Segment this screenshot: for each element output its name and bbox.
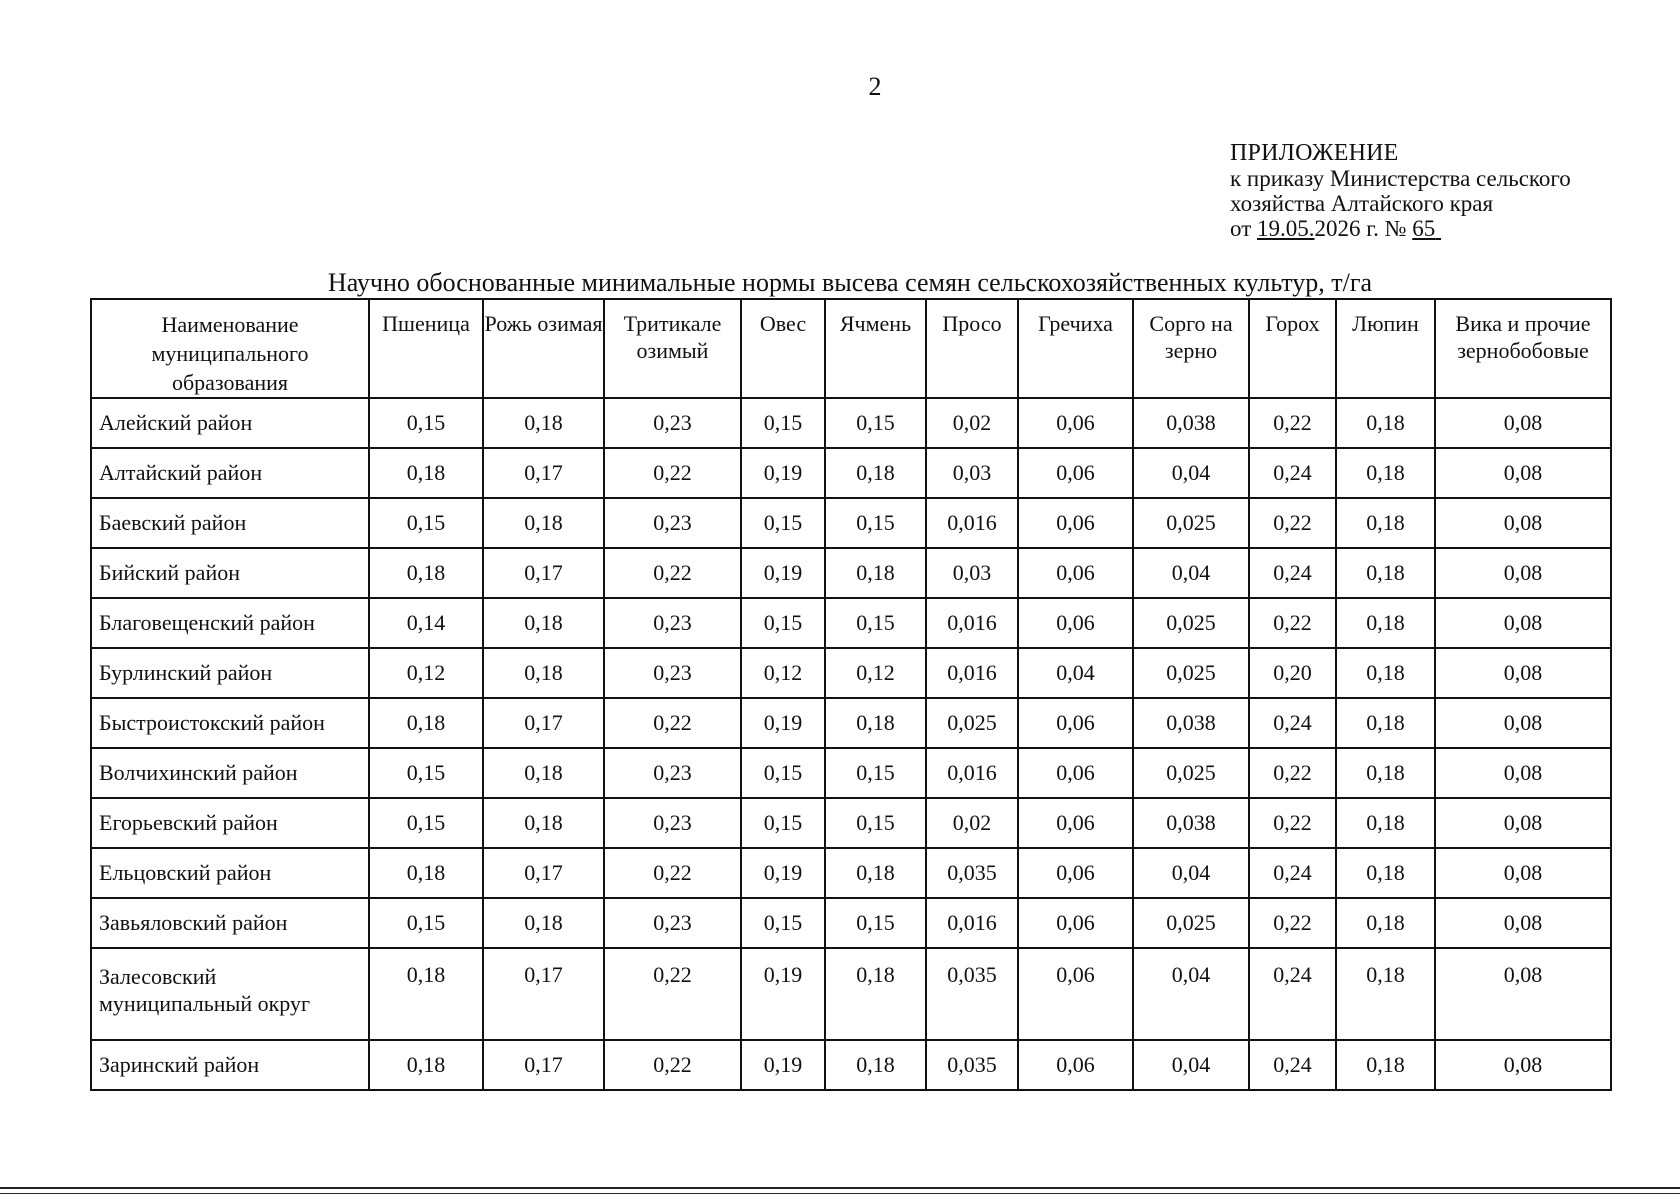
norm-value-cell: 0,035 xyxy=(926,848,1018,898)
norm-value-cell: 0,22 xyxy=(1249,598,1336,648)
norm-value-cell: 0,19 xyxy=(741,448,825,498)
norm-value-cell: 0,23 xyxy=(604,898,741,948)
table-row xyxy=(91,898,1611,948)
table-row xyxy=(91,1040,1611,1090)
norm-value-cell: 0,23 xyxy=(604,598,741,648)
table-row xyxy=(91,798,1611,848)
norm-value-cell: 0,06 xyxy=(1018,1040,1133,1090)
footer-rule xyxy=(0,1187,1680,1189)
norm-value-cell: 0,18 xyxy=(369,948,483,1040)
norm-value-cell: 0,20 xyxy=(1249,648,1336,698)
norm-value-cell: 0,08 xyxy=(1435,948,1611,1040)
table-row xyxy=(91,698,1611,748)
norm-value-cell: 0,04 xyxy=(1133,1040,1249,1090)
table-row xyxy=(91,748,1611,798)
appendix-order-line: к приказу Министерства сельского xyxy=(1230,166,1571,191)
municipality-name-cell: Бийский район xyxy=(91,548,369,598)
column-header: Рожь озимая xyxy=(483,299,604,398)
table-row xyxy=(91,648,1611,698)
norm-value-cell: 0,04 xyxy=(1018,648,1133,698)
norm-value-cell: 0,025 xyxy=(1133,898,1249,948)
norm-value-cell: 0,23 xyxy=(604,498,741,548)
norm-value-cell: 0,08 xyxy=(1435,1040,1611,1090)
norm-value-cell: 0,06 xyxy=(1018,548,1133,598)
norm-value-cell: 0,12 xyxy=(825,648,926,698)
column-header: Гречиха xyxy=(1018,299,1133,398)
norm-value-cell: 0,22 xyxy=(604,948,741,1040)
appendix-date-line xyxy=(1230,216,1571,241)
norm-value-cell: 0,15 xyxy=(741,398,825,448)
norm-value-cell: 0,18 xyxy=(369,448,483,498)
norm-value-cell: 0,15 xyxy=(741,498,825,548)
norm-value-cell: 0,08 xyxy=(1435,898,1611,948)
norm-value-cell: 0,18 xyxy=(1336,648,1435,698)
norm-value-cell: 0,18 xyxy=(1336,848,1435,898)
norm-value-cell: 0,18 xyxy=(1336,898,1435,948)
norm-value-cell: 0,22 xyxy=(604,548,741,598)
norm-value-cell: 0,19 xyxy=(741,548,825,598)
norm-value-cell: 0,17 xyxy=(483,948,604,1040)
norm-value-cell: 0,18 xyxy=(1336,398,1435,448)
norm-value-cell: 0,016 xyxy=(926,598,1018,648)
municipality-name-cell: Благовещенский район xyxy=(91,598,369,648)
norm-value-cell: 0,22 xyxy=(1249,498,1336,548)
norm-value-cell: 0,038 xyxy=(1133,698,1249,748)
table-row xyxy=(91,948,1611,1040)
norm-value-cell: 0,18 xyxy=(483,798,604,848)
appendix-ministry-line: хозяйства Алтайского края xyxy=(1230,191,1494,216)
norm-value-cell: 0,06 xyxy=(1018,848,1133,898)
norm-value-cell: 0,24 xyxy=(1249,848,1336,898)
municipality-name-cell: Быстроистокский район xyxy=(91,698,369,748)
column-header: Горох xyxy=(1249,299,1336,398)
norm-value-cell: 0,15 xyxy=(741,798,825,848)
norm-value-cell: 0,08 xyxy=(1435,548,1611,598)
norm-value-cell: 0,08 xyxy=(1435,748,1611,798)
municipality-name-cell: Алтайский район xyxy=(91,448,369,498)
norm-value-cell: 0,03 xyxy=(926,548,1018,598)
norm-value-cell: 0,22 xyxy=(604,698,741,748)
norm-value-cell: 0,12 xyxy=(369,648,483,698)
norm-value-cell: 0,016 xyxy=(926,498,1018,548)
norm-value-cell: 0,24 xyxy=(1249,448,1336,498)
norm-value-cell: 0,15 xyxy=(825,498,926,548)
norm-value-cell: 0,14 xyxy=(369,598,483,648)
table-title: Научно обоснованные минимальные нормы высева семян сельскохозяйственных культур, т/га xyxy=(327,268,1373,297)
norm-value-cell: 0,17 xyxy=(483,698,604,748)
norm-value-cell: 0,08 xyxy=(1435,698,1611,748)
column-header: Ячмень xyxy=(825,299,926,398)
norm-value-cell: 0,035 xyxy=(926,948,1018,1040)
appendix-block xyxy=(1230,141,1571,241)
norm-value-cell: 0,19 xyxy=(741,948,825,1040)
municipality-name-cell: Егорьевский район xyxy=(91,798,369,848)
norm-value-cell: 0,06 xyxy=(1018,948,1133,1040)
norm-value-cell: 0,15 xyxy=(825,798,926,848)
norm-value-cell: 0,12 xyxy=(741,648,825,698)
norm-value-cell: 0,18 xyxy=(825,448,926,498)
header-row xyxy=(91,299,1611,398)
norm-value-cell: 0,025 xyxy=(1133,648,1249,698)
norm-value-cell: 0,02 xyxy=(926,798,1018,848)
municipality-name-cell: Завьяловский район xyxy=(91,898,369,948)
norm-value-cell: 0,08 xyxy=(1435,498,1611,548)
norm-value-cell: 0,23 xyxy=(604,798,741,848)
norm-value-cell: 0,06 xyxy=(1018,498,1133,548)
norm-value-cell: 0,04 xyxy=(1133,948,1249,1040)
norm-value-cell: 0,15 xyxy=(369,798,483,848)
norm-value-cell: 0,06 xyxy=(1018,798,1133,848)
norm-value-cell: 0,025 xyxy=(1133,498,1249,548)
date-rest: 2026 г. № xyxy=(1314,216,1413,241)
column-header: Пшеница xyxy=(369,299,483,398)
municipality-name-cell: Ельцовский район xyxy=(91,848,369,898)
norm-value-cell: 0,18 xyxy=(1336,1040,1435,1090)
norm-value-cell: 0,08 xyxy=(1435,648,1611,698)
norm-value-cell: 0,22 xyxy=(1249,898,1336,948)
norm-value-cell: 0,08 xyxy=(1435,398,1611,448)
norm-value-cell: 0,15 xyxy=(741,748,825,798)
norm-value-cell: 0,038 xyxy=(1133,398,1249,448)
municipality-name-cell: Заринский район xyxy=(91,1040,369,1090)
municipality-name-cell: Бурлинский район xyxy=(91,648,369,698)
norm-value-cell: 0,18 xyxy=(483,598,604,648)
norm-value-cell: 0,15 xyxy=(741,898,825,948)
table-row xyxy=(91,598,1611,648)
norm-value-cell: 0,016 xyxy=(926,648,1018,698)
norm-value-cell: 0,035 xyxy=(926,1040,1018,1090)
norm-value-cell: 0,08 xyxy=(1435,598,1611,648)
norm-value-cell: 0,17 xyxy=(483,848,604,898)
norm-value-cell: 0,15 xyxy=(825,598,926,648)
norm-value-cell: 0,17 xyxy=(483,548,604,598)
norm-value-cell: 0,06 xyxy=(1018,698,1133,748)
norm-value-cell: 0,22 xyxy=(604,1040,741,1090)
norm-value-cell: 0,06 xyxy=(1018,448,1133,498)
norm-value-cell: 0,23 xyxy=(604,398,741,448)
municipality-name-cell: Волчихинский район xyxy=(91,748,369,798)
norm-value-cell: 0,016 xyxy=(926,898,1018,948)
norm-value-cell: 0,24 xyxy=(1249,698,1336,748)
norm-value-cell: 0,19 xyxy=(741,848,825,898)
norm-value-cell: 0,15 xyxy=(825,748,926,798)
norm-value-cell: 0,04 xyxy=(1133,448,1249,498)
order-number: 65 xyxy=(1412,216,1436,241)
norm-value-cell: 0,18 xyxy=(825,848,926,898)
norm-value-cell: 0,18 xyxy=(1336,548,1435,598)
norm-value-cell: 0,016 xyxy=(926,748,1018,798)
norm-value-cell: 0,15 xyxy=(825,398,926,448)
norm-value-cell: 0,22 xyxy=(604,848,741,898)
norm-value-cell: 0,18 xyxy=(1336,498,1435,548)
norm-value-cell: 0,04 xyxy=(1133,848,1249,898)
norm-value-cell: 0,08 xyxy=(1435,848,1611,898)
norm-value-cell: 0,18 xyxy=(483,648,604,698)
norm-value-cell: 0,18 xyxy=(369,1040,483,1090)
norm-value-cell: 0,19 xyxy=(741,1040,825,1090)
column-header: Сорго на зерно xyxy=(1133,299,1249,398)
norm-value-cell: 0,18 xyxy=(483,398,604,448)
column-header: Просо xyxy=(926,299,1018,398)
norm-value-cell: 0,06 xyxy=(1018,898,1133,948)
table-row xyxy=(91,398,1611,448)
page-number: 2 xyxy=(868,72,882,101)
norm-value-cell: 0,18 xyxy=(1336,698,1435,748)
norm-value-cell: 0,15 xyxy=(369,748,483,798)
norm-value-cell: 0,22 xyxy=(1249,748,1336,798)
norm-value-cell: 0,025 xyxy=(926,698,1018,748)
norm-value-cell: 0,24 xyxy=(1249,1040,1336,1090)
table-row xyxy=(91,448,1611,498)
norm-value-cell: 0,24 xyxy=(1249,548,1336,598)
norm-value-cell: 0,08 xyxy=(1435,448,1611,498)
norm-value-cell: 0,18 xyxy=(825,698,926,748)
norm-value-cell: 0,18 xyxy=(483,498,604,548)
appendix-title: ПРИЛОЖЕНИЕ xyxy=(1230,140,1399,166)
norm-value-cell: 0,15 xyxy=(369,398,483,448)
norm-value-cell: 0,15 xyxy=(369,898,483,948)
table-row xyxy=(91,848,1611,898)
norm-value-cell: 0,06 xyxy=(1018,398,1133,448)
table-row xyxy=(91,498,1611,548)
municipality-name-cell: Алейский район xyxy=(91,398,369,448)
norm-value-cell: 0,04 xyxy=(1133,548,1249,598)
norm-value-cell: 0,18 xyxy=(825,948,926,1040)
norm-value-cell: 0,18 xyxy=(825,1040,926,1090)
column-header: Овес xyxy=(741,299,825,398)
norm-value-cell: 0,15 xyxy=(825,898,926,948)
norm-value-cell: 0,23 xyxy=(604,648,741,698)
norm-value-cell: 0,17 xyxy=(483,1040,604,1090)
norm-value-cell: 0,18 xyxy=(825,548,926,598)
norm-value-cell: 0,038 xyxy=(1133,798,1249,848)
norm-value-cell: 0,02 xyxy=(926,398,1018,448)
norm-value-cell: 0,18 xyxy=(483,898,604,948)
table-row xyxy=(91,548,1611,598)
norm-value-cell: 0,08 xyxy=(1435,798,1611,848)
norm-value-cell: 0,18 xyxy=(483,748,604,798)
norm-value-cell: 0,025 xyxy=(1133,748,1249,798)
norm-value-cell: 0,06 xyxy=(1018,598,1133,648)
table-body xyxy=(91,398,1611,1090)
municipality-name-cell: Баевский район xyxy=(91,498,369,548)
municipality-name-cell: Залесовский муниципальный округ xyxy=(91,948,369,1040)
seeding-norms-table xyxy=(90,298,1612,1091)
norm-value-cell: 0,18 xyxy=(1336,598,1435,648)
norm-value-cell: 0,025 xyxy=(1133,598,1249,648)
norm-value-cell: 0,18 xyxy=(369,548,483,598)
norm-value-cell: 0,03 xyxy=(926,448,1018,498)
order-date: 19.05. xyxy=(1257,216,1315,241)
norm-value-cell: 0,17 xyxy=(483,448,604,498)
norm-value-cell: 0,22 xyxy=(1249,798,1336,848)
footer-rule-thin xyxy=(0,1193,1680,1194)
norm-value-cell: 0,15 xyxy=(741,598,825,648)
column-header: Люпин xyxy=(1336,299,1435,398)
date-prefix: от xyxy=(1230,216,1257,241)
norm-value-cell: 0,18 xyxy=(1336,748,1435,798)
norm-value-cell: 0,22 xyxy=(604,448,741,498)
norm-value-cell: 0,18 xyxy=(369,698,483,748)
norm-value-cell: 0,18 xyxy=(1336,448,1435,498)
column-header: Тритикале озимый xyxy=(604,299,741,398)
norm-value-cell: 0,06 xyxy=(1018,748,1133,798)
norm-value-cell: 0,18 xyxy=(369,848,483,898)
norm-value-cell: 0,18 xyxy=(1336,798,1435,848)
column-header: Вика и прочие зернобобовые xyxy=(1435,299,1611,398)
norm-value-cell: 0,18 xyxy=(1336,948,1435,1040)
norm-value-cell: 0,15 xyxy=(369,498,483,548)
norm-value-cell: 0,24 xyxy=(1249,948,1336,1040)
norm-value-cell: 0,22 xyxy=(1249,398,1336,448)
column-header-municipality: Наименование муниципального образования xyxy=(91,299,369,398)
norm-value-cell: 0,19 xyxy=(741,698,825,748)
norm-value-cell: 0,23 xyxy=(604,748,741,798)
